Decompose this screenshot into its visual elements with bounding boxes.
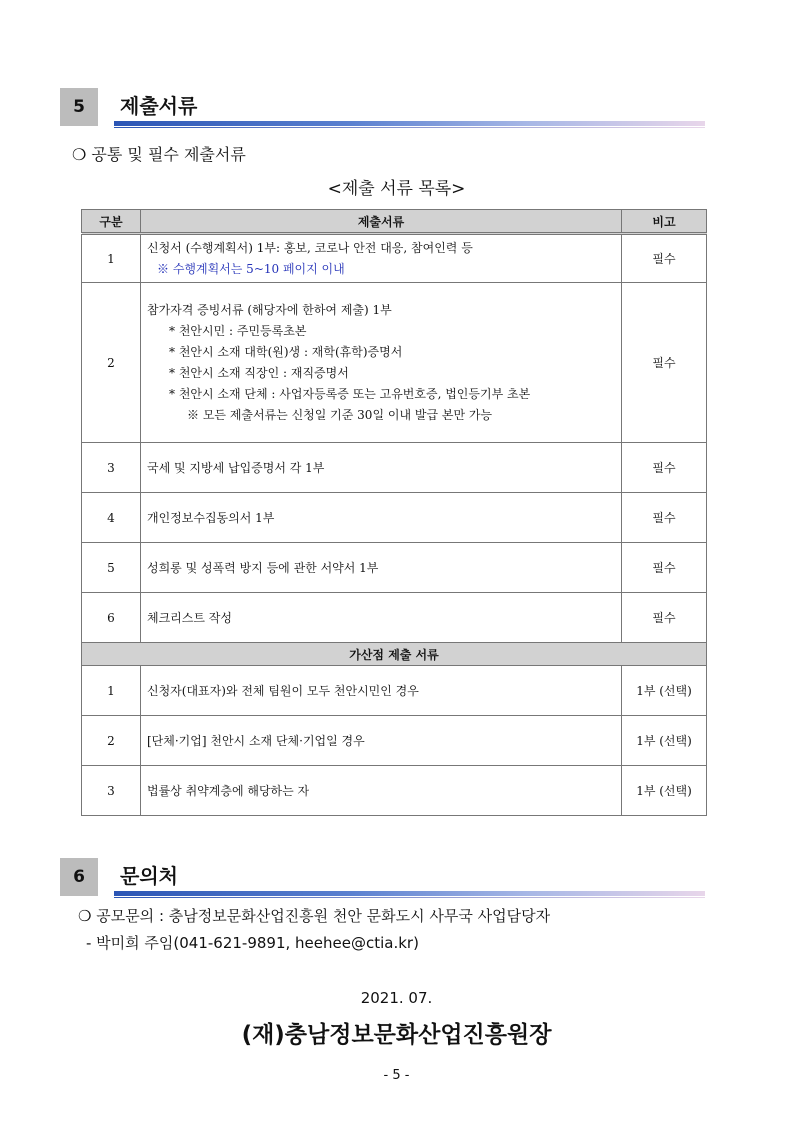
row-note: 1부 (선택)	[622, 716, 707, 766]
row-note: 필수	[622, 234, 707, 283]
row-note: 필수	[622, 493, 707, 543]
row-subitem: * 천안시 소재 대학(원)생 : 재학(휴학)증명서	[169, 344, 403, 359]
row-number: 5	[82, 543, 141, 593]
col-header-documents: 제출서류	[141, 210, 622, 234]
row-remark: ※ 수행계획서는 5~10 페이지 이내	[157, 261, 345, 276]
row-text: 개인정보수집동의서 1부	[141, 493, 622, 543]
section-title: 제출서류	[120, 94, 198, 118]
row-note: 필수	[622, 283, 707, 443]
row-number: 6	[82, 593, 141, 643]
contact-line: ❍ 공모문의 : 충남정보문화산업진흥원 천안 문화도시 사무국 사업담당자	[78, 907, 551, 925]
col-header-note: 비고	[622, 210, 707, 234]
section-5-header	[60, 88, 705, 128]
contact-person: - 박미희 주임(041-621-9891, heehee@ctia.kr)	[86, 934, 419, 952]
row-note: 필수	[622, 543, 707, 593]
table-header-row	[82, 210, 707, 234]
table-row	[82, 593, 707, 643]
table-row	[82, 543, 707, 593]
section-divider-thin	[114, 897, 705, 898]
row-number: 2	[82, 716, 141, 766]
document-date: 2021. 07.	[360, 989, 433, 1007]
row-subitem: * 천안시 소재 단체 : 사업자등록증 또는 고유번호증, 법인등기부 초본	[169, 386, 531, 401]
table-row	[82, 283, 707, 443]
row-subitem: * 천안시 소재 직장인 : 재직증명서	[169, 365, 349, 380]
table-row	[82, 234, 707, 283]
row-text: 법률상 취약계층에 해당하는 자	[141, 766, 622, 816]
bullet-common-docs: ❍ 공통 및 필수 제출서류	[72, 145, 246, 164]
table-row	[82, 766, 707, 816]
row-content	[141, 234, 622, 283]
row-number: 2	[82, 283, 141, 443]
row-text: 참가자격 증빙서류 (해당자에 한하여 제출) 1부	[147, 302, 392, 317]
row-note: 필수	[622, 443, 707, 493]
section-divider-thin	[114, 127, 705, 128]
row-number: 4	[82, 493, 141, 543]
row-text: 체크리스트 작성	[141, 593, 622, 643]
row-text: 성희롱 및 성폭력 방지 등에 관한 서약서 1부	[141, 543, 622, 593]
section-divider	[114, 891, 705, 896]
row-content	[141, 283, 622, 443]
row-note: 1부 (선택)	[622, 666, 707, 716]
row-number: 3	[82, 766, 141, 816]
col-header-category: 구분	[82, 210, 141, 234]
row-text: [단체·기업] 천안시 소재 단체·기업일 경우	[141, 716, 622, 766]
documents-table	[81, 209, 707, 816]
section-divider	[114, 121, 705, 126]
row-number: 1	[82, 666, 141, 716]
row-note: 필수	[622, 593, 707, 643]
issuer-name: (재)충남정보문화산업진흥원장	[241, 1022, 552, 1048]
section-6-header	[60, 858, 705, 898]
section-number: 6	[60, 858, 98, 896]
section-title: 문의처	[120, 864, 178, 888]
section-number: 5	[60, 88, 98, 126]
row-number: 3	[82, 443, 141, 493]
bonus-section-header: 가산점 제출 서류	[82, 643, 707, 666]
row-text: 신청자(대표자)와 전체 팀원이 모두 천안시민인 경우	[141, 666, 622, 716]
table-row	[82, 666, 707, 716]
table-caption: <제출 서류 목록>	[327, 179, 466, 199]
table-row	[82, 716, 707, 766]
row-text: 신청서 (수행계획서) 1부: 홍보, 코로나 안전 대응, 참여인력 등	[147, 240, 473, 255]
row-subitem: * 천안시민 : 주민등록초본	[169, 323, 307, 338]
row-number: 1	[82, 234, 141, 283]
bonus-header-row	[82, 643, 707, 666]
row-text: 국세 및 지방세 납입증명서 각 1부	[141, 443, 622, 493]
page-number: - 5 -	[383, 1068, 410, 1083]
row-remark: ※ 모든 제출서류는 신청일 기준 30일 이내 발급 본만 가능	[187, 407, 493, 422]
table-row	[82, 443, 707, 493]
row-note: 1부 (선택)	[622, 766, 707, 816]
table-row	[82, 493, 707, 543]
